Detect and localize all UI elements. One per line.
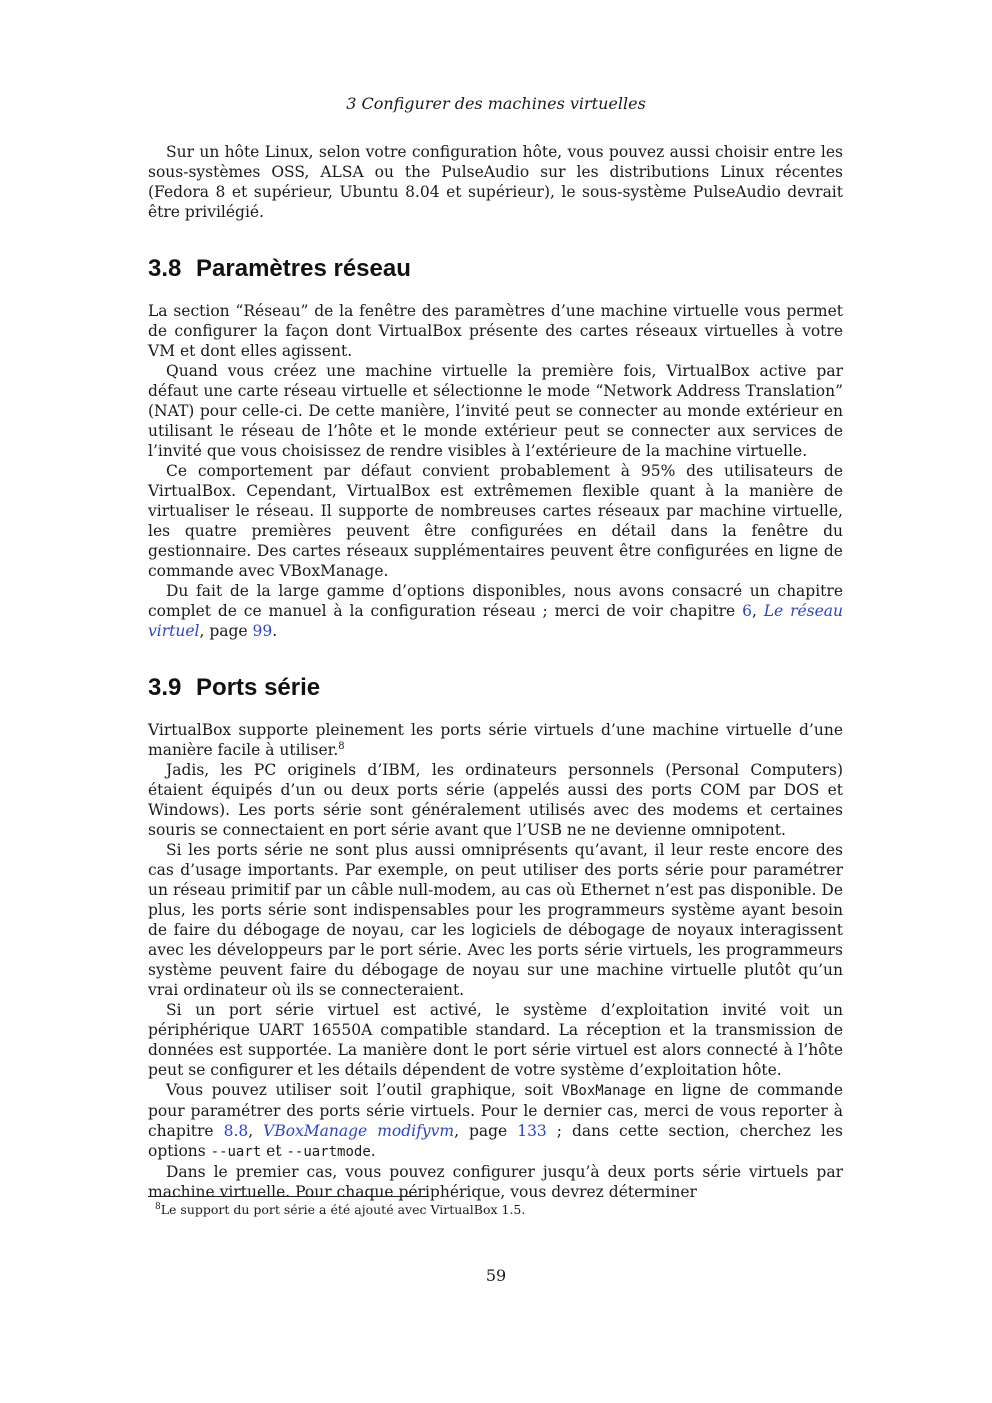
page-link[interactable]: 133 [517,1122,547,1140]
paragraph: Si un port série virtuel est activé, le système d’exploitation invité voit un périphérique UART 16550A compatible standard. La réception et la transmission de données est supportée. La manière dont le port série virtuel est alors connecté à l’hôte peut se configurer et les détails dépendent de votre système d’exploitation hôte. [148,1001,843,1079]
section-heading-ports [148,674,843,702]
inline-code: --uart [210,1144,262,1160]
paragraph: Jadis, les PC originels d’IBM, les ordinateurs personnels (Personal Computers) étaient équipés d’un ou deux ports série (appelés aussi des ports COM par DOS et Windows). Les ports série sont généralement utilisés avec des modems et certaines souris se connectaient en port série avant que l’USB ne ne devienne omnipotent. [148,761,843,839]
paragraph: Ce comportement par défaut convient probablement à 95% des utilisateurs de VirtualBox. Cependant, VirtualBox est extrêmemen flexible quant à la manière de virtualiser le réseau. Il supporte de nombreuses cartes réseaux par machine virtuelle, les quatre premières peuvent être configurées en détail dans la fenêtre du gestionnaire. Des cartes réseaux supplémentaires peuvent être configurées en ligne de commande avec VBoxManage. [148,462,843,580]
paragraph: Dans le premier cas, vous pouvez configurer jusqu’à deux ports série virtuels par machine virtuelle. Pour chaque périphérique, vous devrez déterminer [148,1163,843,1201]
chapter-link[interactable]: 8.8 [223,1122,249,1140]
chapter-title-link[interactable]: VBoxManage modifyvm [263,1122,455,1140]
section-title: Paramètres réseau [196,255,411,282]
footnote-divider [148,1196,427,1197]
section-number: 3.8 [148,255,182,282]
footnote-reference[interactable]: 8 [338,740,345,752]
section-number: 3.9 [148,674,182,701]
paragraph-with-links: Vous pouvez utiliser soit l’outil graphique, soit VBoxManage en ligne de commande pour paramétrer des ports série virtuels. Pour le dernier cas, merci de vous reporter à chapitre 8.8, VBoxManage modifyvm, page 133 ; dans cette section, cherchez les options --uart et --uartmode. [148,1081,844,1160]
footnote-text: Le support du port série a été ajouté avec VirtualBox 1.5. [160,1202,526,1217]
chapter-title-link[interactable]: Le réseau virtuel [148,602,843,640]
paragraph-with-links: Du fait de la large gamme d’options disponibles, nous avons consacré un chapitre complet de ce manuel à la configuration réseau ; merci de voir chapitre 6, Le réseau virtuel, page 99. [148,582,843,640]
page-link[interactable]: 99 [252,622,273,640]
section-title: Ports série [196,674,321,701]
footnote-mark: 8 [155,1201,161,1212]
running-header: 3 Configurer des machines virtuelles [346,94,646,113]
page-number: 59 [485,1266,507,1285]
section-heading-reseau [148,255,843,283]
paragraph: VirtualBox supporte pleinement les ports série virtuels d’une machine virtuelle d’une manière facile à utiliser.$^8$ [148,721,843,759]
paragraph: Si les ports série ne sont plus aussi omniprésents qu’avant, il leur reste encore des cas d’usage importants. Par exemple, on peut utiliser des ports série pour paramétrer un réseau primitif par un câble null-modem, au cas où Ethernet n’est pas disponible. De plus, les ports série sont indispensables pour les programmeurs système ayant besoin de faire du débogage de noyau, car les logiciels de débogage de noyaux interagissent avec les développeurs par le port série. Avec les ports série virtuels, les programmeurs système peuvent faire du débogage de noyau sur une machine virtuelle plutôt qu’un vrai ordinateur où ils se connecteraient. [148,841,843,999]
intro-paragraph: Sur un hôte Linux, selon votre configuration hôte, vous pouvez aussi choisir entre les sous-systèmes OSS, ALSA ou the PulseAudio sur les distributions Linux récentes (Fedora 8 et supérieur, Ubuntu 8.04 et supérieur), le sous-système PulseAudio devrait être privilégié. [148,143,843,221]
page-body [148,142,843,1202]
paragraph: Quand vous créez une machine virtuelle la première fois, VirtualBox active par défaut une carte réseau virtuelle et sélectionne le mode “Network Address Translation” (NAT) pour celle-ci. De cette manière, l’invité peut se connecter au monde extérieur en utilisant le réseau de l’hôte et le monde extérieur peut se connecter aux services de l’invité que vous choisissez de rendre visibles à l’extérieure de la machine virtuelle. [148,362,843,460]
inline-code: VBoxManage [561,1083,646,1099]
chapter-link[interactable]: 6 [742,602,752,620]
footnote [155,1202,755,1218]
paragraph: La section “Réseau” de la fenêtre des paramètres d’une machine virtuelle vous permet de configurer la façon dont VirtualBox présente des cartes réseaux virtuelles à votre VM et dont elles agissent. [148,302,843,360]
inline-code: --uartmode [286,1144,371,1160]
